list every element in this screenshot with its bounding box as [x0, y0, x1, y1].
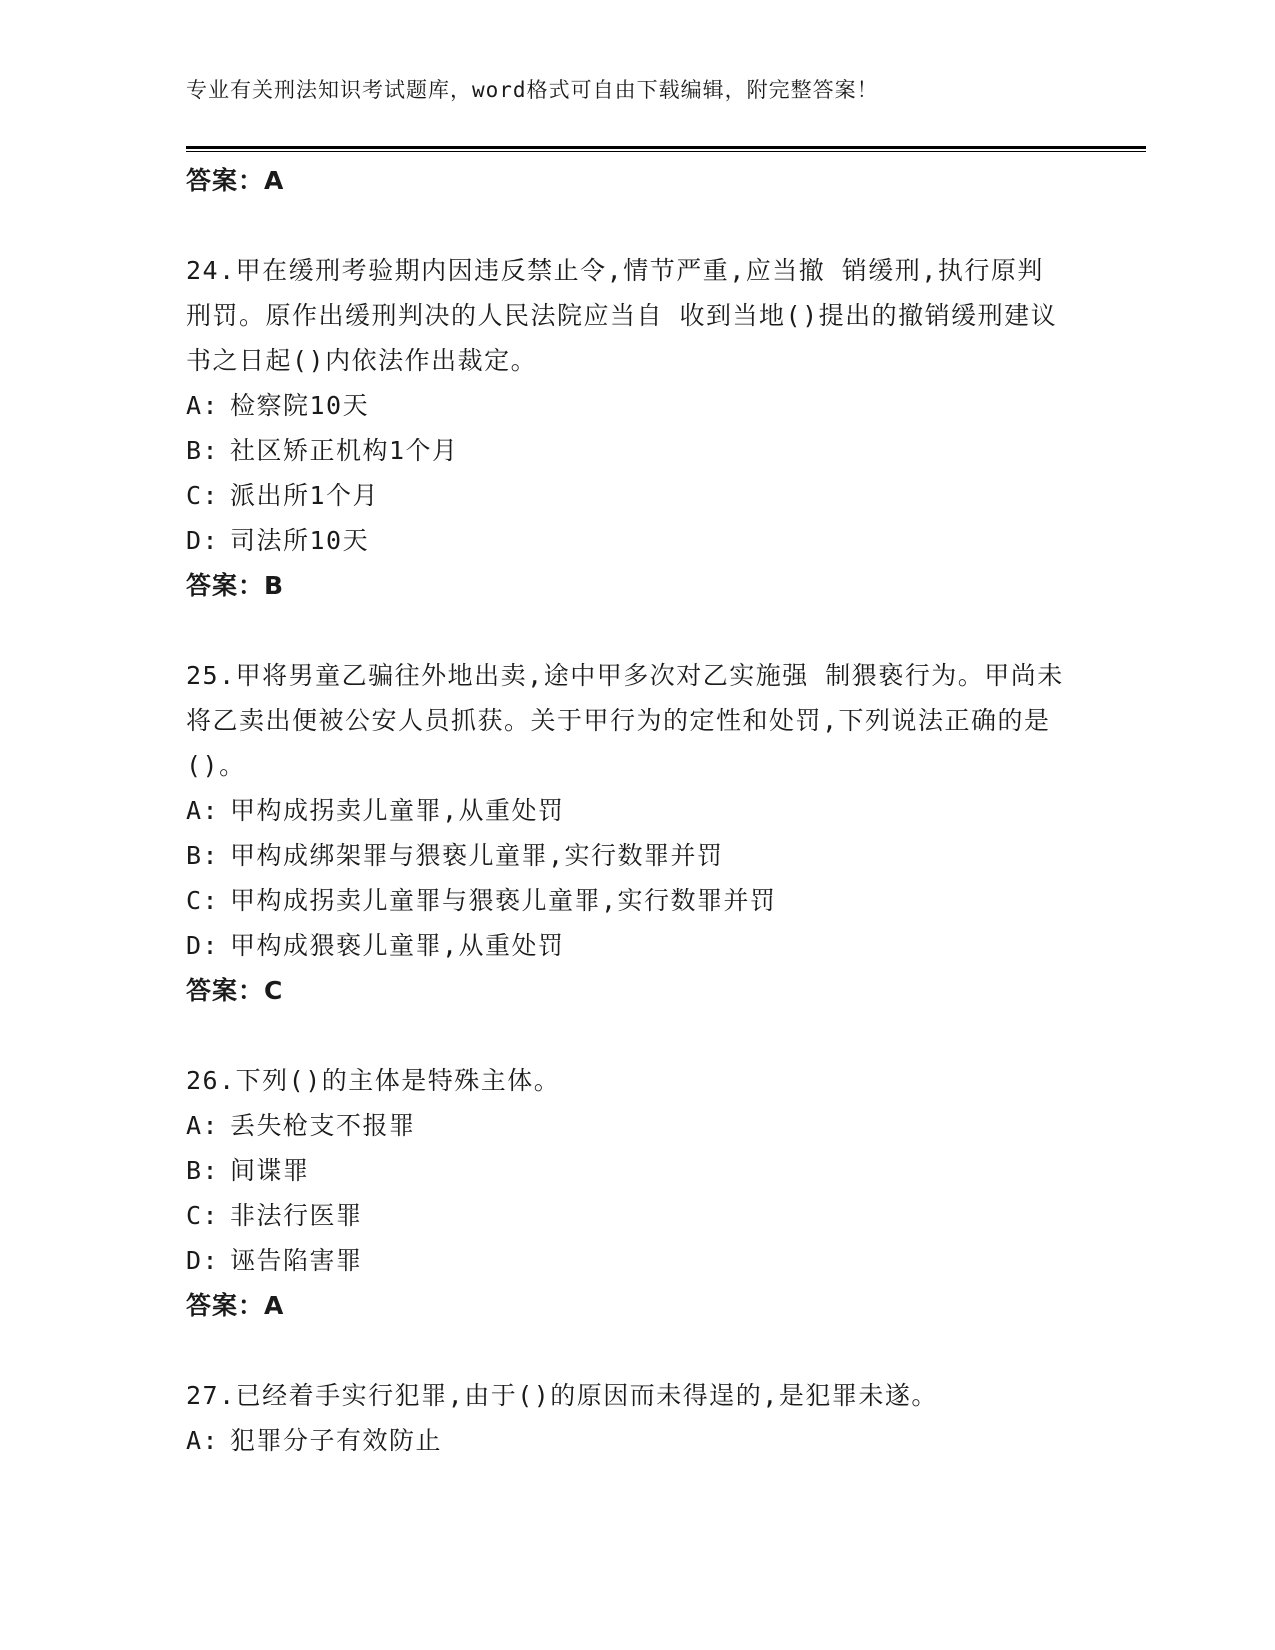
question-text: 27.已经着手实行犯罪,由于()的原因而未得逞的,是犯罪未遂。: [186, 1381, 938, 1410]
option-letter: C:: [186, 886, 220, 915]
page-header: 专业有关刑法知识考试题库，word格式可自由下载编辑，附完整答案！: [186, 78, 879, 102]
option-a: [186, 788, 1086, 833]
option-letter: A:: [186, 1426, 220, 1455]
option-letter: C:: [186, 481, 220, 510]
option-text: 间谍罪: [230, 1156, 310, 1185]
option-d: [186, 518, 1086, 563]
option-d: [186, 923, 1086, 968]
option-text: 丢失枪支不报罪: [230, 1111, 416, 1140]
option-c: [186, 473, 1086, 518]
option-d: [186, 1238, 1086, 1283]
question-text: 24.甲在缓刑考验期内因违反禁止令,情节严重,应当撤 销缓刑,执行原判刑罚。原作出缓刑判决的人民法院应当自 收到当地()提出的撤销缓刑建议书之日起()内依法作出裁定。: [186, 256, 1058, 375]
option-a: [186, 1103, 1086, 1148]
option-a: [186, 383, 1086, 428]
answer-line: 答案：A: [186, 1291, 285, 1320]
answer-line: 答案：B: [186, 571, 285, 600]
header-rule-thin: [186, 151, 1146, 152]
option-letter: B:: [186, 436, 220, 465]
option-letter: A:: [186, 391, 220, 420]
option-letter: A:: [186, 796, 220, 825]
option-text: 非法行医罪: [230, 1201, 363, 1230]
answer-line: 答案：A: [186, 166, 285, 195]
header-rule: [186, 146, 1146, 149]
option-a: [186, 1418, 1086, 1463]
option-b: [186, 428, 1086, 473]
option-text: 诬告陷害罪: [230, 1246, 363, 1275]
option-letter: D:: [186, 1246, 220, 1275]
question-text: 26.下列()的主体是特殊主体。: [186, 1066, 561, 1095]
option-text: 社区矫正机构1个月: [230, 436, 459, 465]
option-text: 甲构成绑架罪与猥亵儿童罪,实行数罪并罚: [230, 841, 724, 870]
option-c: [186, 878, 1086, 923]
answer-line: 答案：C: [186, 976, 284, 1005]
option-letter: A:: [186, 1111, 220, 1140]
question-text: 25.甲将男童乙骗往外地出卖,途中甲多次对乙实施强 制猥亵行为。甲尚未将乙卖出便被公安人员抓获。关于甲行为的定性和处罚,下列说法正确的是()。: [186, 661, 1064, 780]
document-body: [186, 158, 1086, 1463]
option-letter: D:: [186, 931, 220, 960]
option-c: [186, 1193, 1086, 1238]
option-text: 派出所1个月: [230, 481, 380, 510]
option-b: [186, 833, 1086, 878]
option-text: 犯罪分子有效防止: [230, 1426, 443, 1455]
option-letter: B:: [186, 841, 220, 870]
option-text: 甲构成猥亵儿童罪,从重处罚: [230, 931, 565, 960]
option-text: 检察院10天: [230, 391, 370, 420]
option-letter: C:: [186, 1201, 220, 1230]
option-letter: B:: [186, 1156, 220, 1185]
option-letter: D:: [186, 526, 220, 555]
option-b: [186, 1148, 1086, 1193]
option-text: 甲构成拐卖儿童罪,从重处罚: [230, 796, 565, 825]
option-text: 司法所10天: [230, 526, 370, 555]
option-text: 甲构成拐卖儿童罪与猥亵儿童罪,实行数罪并罚: [230, 886, 777, 915]
